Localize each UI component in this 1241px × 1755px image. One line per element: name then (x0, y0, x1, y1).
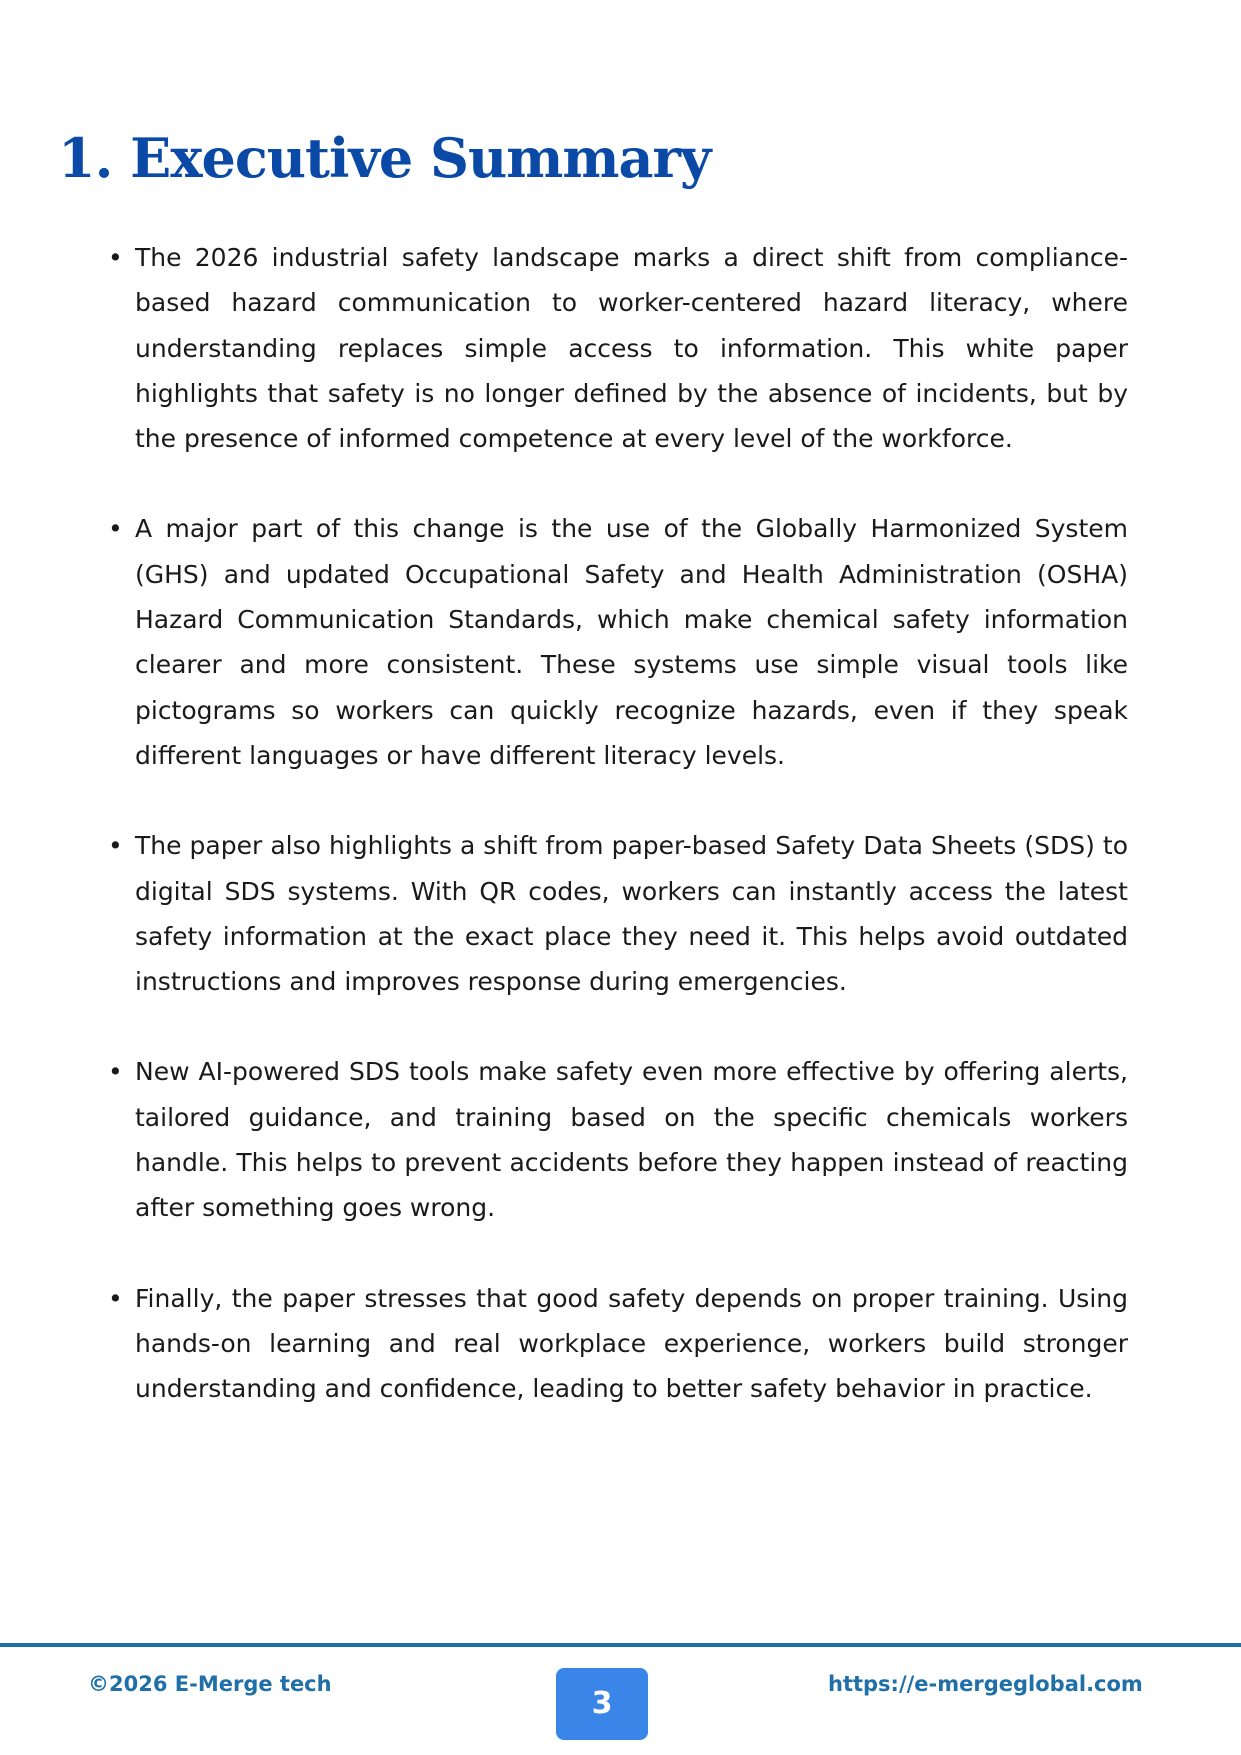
summary-item (108, 235, 1128, 461)
bullet-icon: • (108, 1283, 123, 1313)
summary-item (108, 506, 1128, 778)
page-title: 1. Executive Summary (58, 126, 711, 190)
bullet-icon: • (108, 514, 123, 544)
footer-website-link[interactable]: https://e-mergeglobal.com (828, 1672, 1143, 1696)
bullet-icon: • (108, 831, 123, 861)
summary-item (108, 1276, 1128, 1412)
executive-summary-list (108, 235, 1128, 1457)
summary-item-text: Finally, the paper stresses that good safety depends on proper training. Using hands-on learning and real workplace experience, workers build stronger understanding and confidence, leading to better safety behavior in practice. (135, 1283, 1128, 1404)
footer-divider (0, 1643, 1241, 1647)
summary-item-text: A major part of this change is the use of the Globally Harmonized System (GHS) and updated Occupational Safety and Health Administration (OSHA) Hazard Communication Standards, which make chemical safety information clearer and more consistent. These systems use simple visual tools like pictograms so workers can quickly recognize hazards, even if they speak different languages or have different literacy levels. (135, 514, 1128, 770)
bullet-icon: • (108, 1057, 123, 1087)
summary-item-text: The 2026 industrial safety landscape marks a direct shift from compliance-based hazard communication to worker-centered hazard literacy, where understanding replaces simple access to information. This white paper highlights that safety is no longer defined by the absence of incidents, but by the presence of informed competence at every level of the workforce. (135, 243, 1128, 454)
footer-copyright: ©2026 E-Merge tech (88, 1672, 332, 1696)
summary-item (108, 823, 1128, 1004)
summary-item (108, 1049, 1128, 1230)
page-number-badge: 3 (556, 1668, 648, 1740)
summary-item-text: New AI-powered SDS tools make safety even more effective by offering alerts, tailored guidance, and training based on the specific chemicals workers handle. This helps to prevent accidents before they happen instead of reacting after something goes wrong. (135, 1057, 1128, 1223)
bullet-icon: • (108, 243, 123, 272)
summary-item-text: The paper also highlights a shift from paper-based Safety Data Sheets (SDS) to digital SDS systems. With QR codes, workers can instantly access the latest safety information at the exact place they need it. This helps avoid outdated instructions and improves response during emergencies. (135, 831, 1128, 997)
